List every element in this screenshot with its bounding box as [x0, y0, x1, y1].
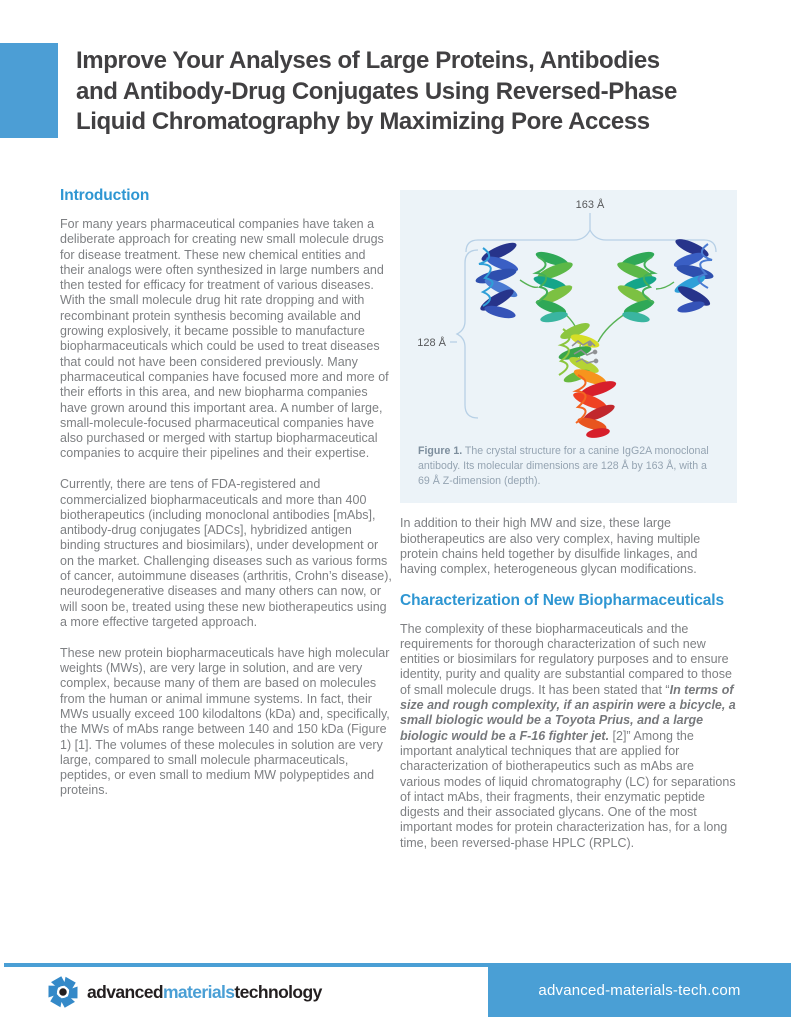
- figure-caption: [400, 442, 737, 490]
- footer-divider-rule: [4, 963, 488, 967]
- logo-text-materials: materials: [162, 981, 235, 1002]
- right-column: [400, 190, 737, 865]
- antibody-structure-image: [400, 190, 737, 442]
- footer-website-box: [488, 963, 791, 1017]
- figure-caption-label: Figure 1.: [418, 445, 463, 457]
- dimension-label-height: 128 Å: [417, 337, 446, 349]
- dimension-label-width: 163 Å: [575, 199, 605, 211]
- figure-caption-text: The crystal structure for a canine IgG2A monoclonal antibody. Its molecular dimensions are 128 Å by 163 Å, with a 69 Å Z-dimension (depth).: [418, 445, 709, 487]
- logo-text-advanced: advanced: [87, 981, 163, 1002]
- fab-domain-green-right: [615, 249, 657, 324]
- company-logo-text: [87, 982, 322, 1003]
- title-line-2: and Antibody-Drug Conjugates Using Reversed-Phase: [76, 77, 677, 105]
- intro-paragraph-3: These new protein biopharmaceuticals have high molecular weights (MWs), are very large in solution, and are very complex, because many of them are based on molecules from the human or animal immune systems. In fact, their MWs usually exceed 100 kilodaltons (kDa) and, specifically, the MWs of mAbs range between 140 and 150 kDa (Figure 1) [1]. The volumes of these molecules in solution are very large, compared to small molecule pharmaceuticals, peptides, or even small to medium MW polypeptides and proteins.: [60, 645, 390, 798]
- title-line-3: Liquid Chromatography by Maximizing Pore Access: [76, 108, 650, 135]
- figure-1-panel: [400, 190, 737, 503]
- fab-domain-green-left: [532, 249, 574, 324]
- intro-heading: Introduction: [60, 187, 150, 204]
- brand-accent-square: [0, 43, 58, 138]
- quote-text: In terms of size and rough complexity, if an aspirin were a bicycle, a small biologic would be a Toyota Prius, and a large biologic would be a F-16 fighter jet.: [400, 682, 736, 743]
- logo-text-technology: technology: [234, 981, 322, 1002]
- page-title: [76, 46, 756, 138]
- fab-domain-blue-right: [672, 236, 715, 315]
- right-paragraph-1: In addition to their high MW and size, these large biotherapeutics are also very complex, having multiple protein chains held together by disulfide linkages, and having complex, heterogeneous glycan modifications.: [400, 516, 701, 577]
- amt-pinwheel-logo-icon: [46, 973, 80, 1011]
- right-paragraph-2: [400, 622, 737, 851]
- title-line-1: Improve Your Analyses of Large Proteins, Antibodies: [76, 47, 660, 74]
- company-logo: [46, 972, 322, 1012]
- left-column: [60, 187, 393, 814]
- characterization-heading: Characterization of New Biopharmaceuticals: [400, 591, 724, 609]
- fab-domain-blue-left: [474, 239, 519, 320]
- quote-paragraph-start: The complexity of these biopharmaceuticals and the requirements for thorough characterization of such new entities or biosimilars for regulatory purposes and to ensure identity, purity and quality are substantial compared to those of small molecule drugs. It has been stated that “: [400, 621, 732, 697]
- website-link[interactable]: advanced-materials-tech.com: [538, 981, 741, 999]
- intro-paragraph-2: Currently, there are tens of FDA-registered and commercialized biopharmaceuticals and more than 400 biotherapeutics (including monoclonal antibodies [mAbs], antibody-drug conjugates [ADCs], hybridized antigen binding structures and biosimilars), under development or on the market. Challenging diseases such as various forms of cancer, autoimmune diseases (arthritis, Crohn’s disease), neurodegenerative diseases and many others can now, or will soon be, treated using these new biotherapeutics using a more effective targeted approach.: [60, 477, 392, 629]
- fc-domain-lower: [571, 366, 618, 439]
- quote-paragraph-end: [2]” Among the important analytical techniques that are applied for characterization of biotherapeutics such as mAbs are various modes of liquid chromatography (LC) for separations of intact mAbs, their fragments, their enzymatic peptide digests and their associated glycans. One of the most important modes for protein characterization has, for a long time, been reversed-phase HPLC (RPLC).: [400, 728, 736, 850]
- intro-paragraph-1: For many years pharmaceutical companies have taken a deliberate approach for creating new small molecule drugs for disease treatment. These new chemical entities and their analogs were often synthesized in large numbers and then tested for efficacy for treatment of various diseases. With the small molecule drug hit rate dropping and with recombinant protein synthesis becoming available and growing explosively, it became possible to manufacture biopharmaceuticals which could be used to treat diseases that could not have been considered previously. Many pharmaceutical companies have focused more and more of their efforts in this area, and new biopharma companies have grown around this important area. A number of large, small-molecule-focused pharmaceutical companies have also purchased or merged with startup biopharmaceutical companies to acquire their pipelines and their expertise.: [60, 217, 389, 461]
